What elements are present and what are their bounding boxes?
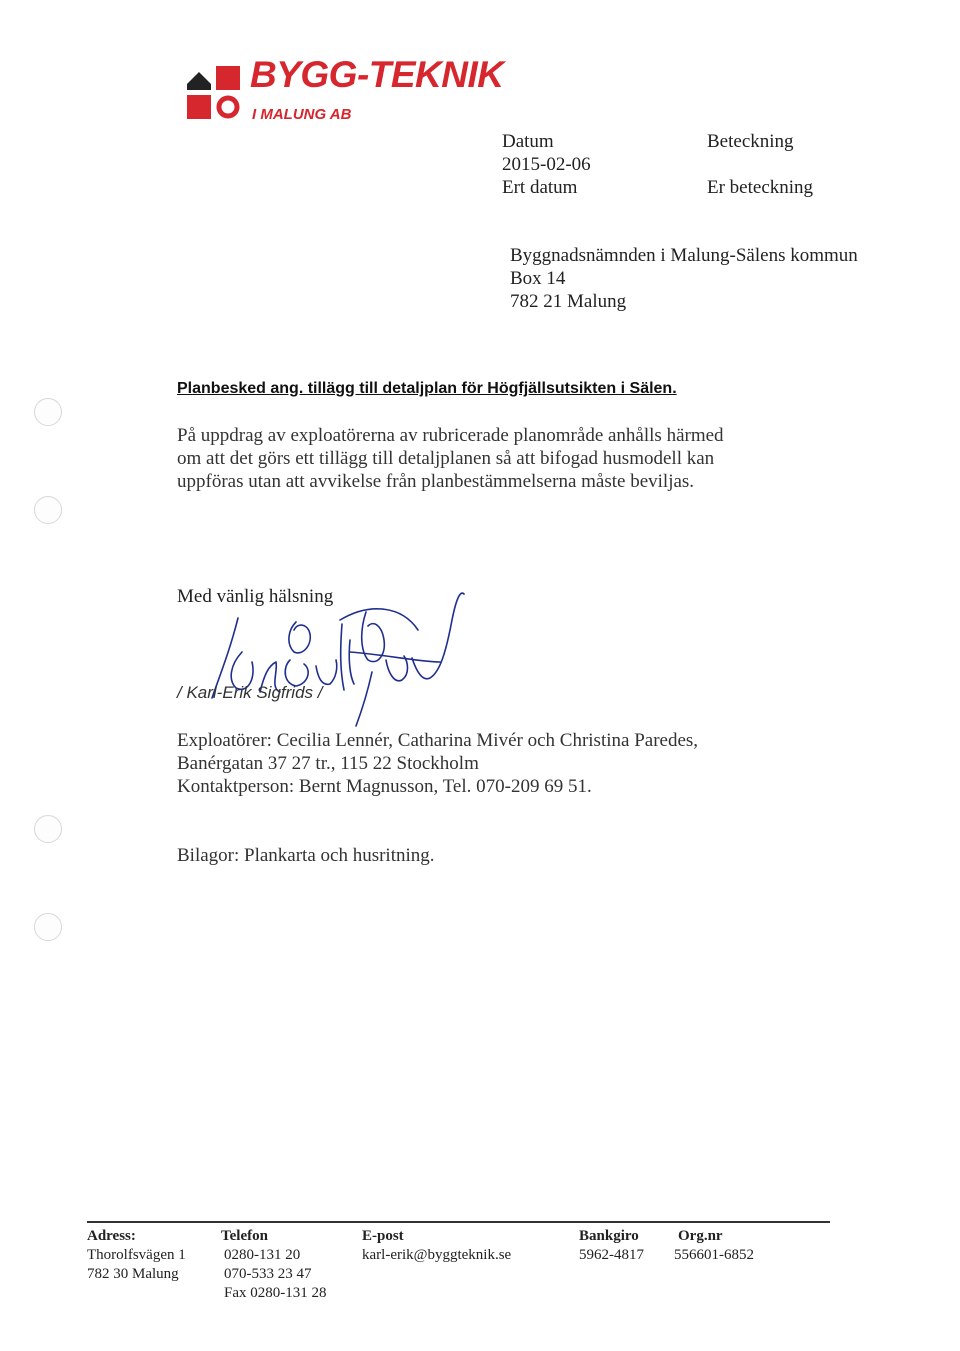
footer-phone bbox=[221, 1227, 327, 1303]
exploiters-line: Banérgatan 37 27 tr., 115 22 Stockholm bbox=[177, 753, 479, 774]
footer-address-line: 782 30 Malung bbox=[87, 1266, 179, 1282]
signer-name: / Karl-Erik Sigfrids / bbox=[177, 683, 323, 702]
footer-address-label: Adress: bbox=[87, 1228, 136, 1244]
footer-divider bbox=[87, 1221, 830, 1223]
punch-hole bbox=[34, 496, 62, 524]
body-line: uppföras utan att avvikelse från planbestämmelserna måste beviljas. bbox=[177, 471, 695, 492]
footer-orgnr-label: Org.nr bbox=[678, 1228, 723, 1244]
recipient-line1: Byggnadsnämnden i Malung-Sälens kommun bbox=[510, 245, 858, 266]
letter-body bbox=[177, 424, 724, 493]
attachments bbox=[177, 844, 435, 867]
footer-fax-line: Fax 0280-131 28 bbox=[224, 1285, 327, 1301]
exploiters-line: Kontaktperson: Bernt Magnusson, Tel. 070-209 69 51. bbox=[177, 776, 592, 797]
footer-bankgiro bbox=[579, 1227, 644, 1265]
recipient-line3: 782 21 Malung bbox=[510, 291, 627, 312]
datum-label: Datum bbox=[502, 131, 554, 152]
datum-value: 2015-02-06 bbox=[502, 154, 591, 175]
footer-phone-label: Telefon bbox=[221, 1228, 268, 1244]
company-logo-icon bbox=[186, 62, 242, 122]
ert-datum-label: Ert datum bbox=[502, 177, 578, 198]
footer-address bbox=[87, 1227, 186, 1284]
footer-email-value: karl-erik@byggteknik.se bbox=[362, 1247, 512, 1263]
punch-hole bbox=[34, 815, 62, 843]
subject-heading: Planbesked ang. tillägg till detaljplan för Högfjällsutsikten i Sälen. bbox=[177, 380, 677, 397]
body-line: På uppdrag av exploatörerna av rubricerade planområde anhålls härmed bbox=[177, 425, 724, 446]
footer-email bbox=[362, 1227, 511, 1265]
beteckning-label: Beteckning bbox=[707, 131, 794, 152]
company-name: BYGG-TEKNIK bbox=[250, 54, 504, 95]
footer-phone-line: 070-533 23 47 bbox=[224, 1266, 312, 1282]
exploiters-line: Exploatörer: Cecilia Lennér, Catharina Mivér och Christina Paredes, bbox=[177, 730, 699, 751]
footer-bankgiro-value: 5962-4817 bbox=[579, 1247, 644, 1263]
footer-email-label: E-post bbox=[362, 1228, 404, 1244]
er-beteckning-label: Er beteckning bbox=[707, 177, 814, 198]
attachments-text: Bilagor: Plankarta och husritning. bbox=[177, 845, 435, 866]
company-subname: I MALUNG AB bbox=[252, 106, 352, 123]
footer-address-line: Thorolfsvägen 1 bbox=[87, 1247, 186, 1263]
recipient-line2: Box 14 bbox=[510, 268, 566, 289]
footer-orgnr bbox=[674, 1227, 754, 1265]
body-line: om att det görs ett tillägg till detaljplanen så att bifogad husmodell kan bbox=[177, 448, 715, 469]
punch-hole bbox=[34, 398, 62, 426]
footer-phone-line: 0280-131 20 bbox=[224, 1247, 301, 1263]
punch-hole bbox=[34, 913, 62, 941]
footer-orgnr-value: 556601-6852 bbox=[674, 1247, 754, 1263]
footer-bankgiro-label: Bankgiro bbox=[579, 1228, 639, 1244]
closing: Med vänlig hälsning bbox=[177, 586, 334, 607]
signature-image bbox=[190, 580, 480, 730]
exploiters-block bbox=[177, 729, 698, 798]
